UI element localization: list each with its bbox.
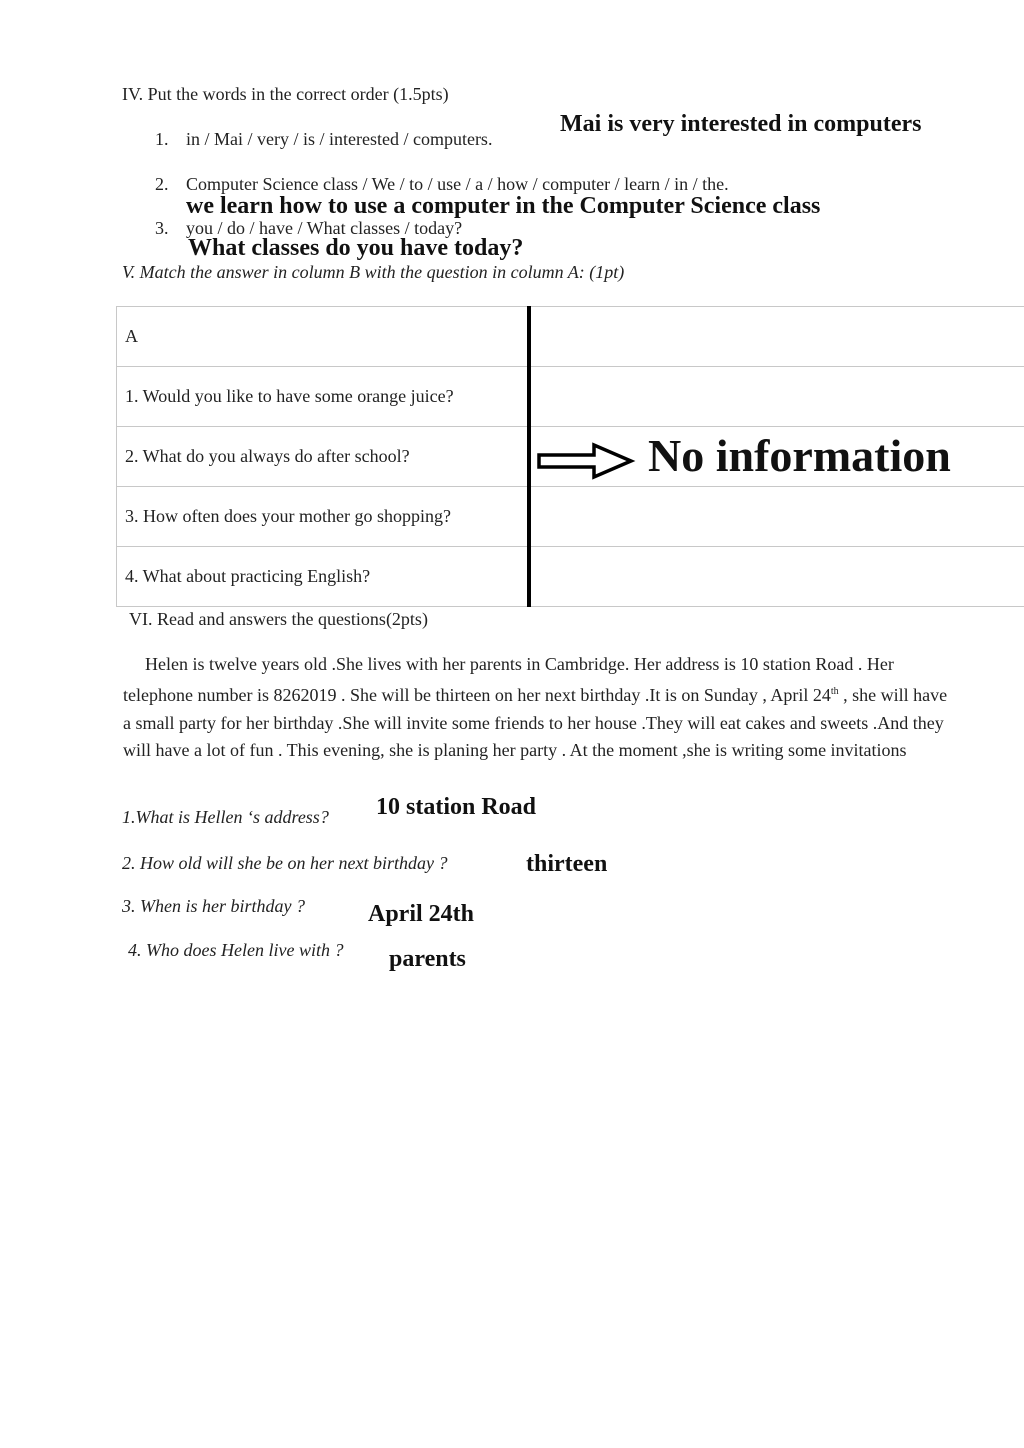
item-1-answer: Mai is very interested in computers [560, 111, 922, 137]
item-2-number: 2. [155, 174, 169, 194]
column-a-header: A [117, 307, 530, 367]
section-v-heading: V. Match the answer in column B with the question in column A: (1pt) [122, 262, 625, 282]
column-b-cell [529, 487, 1024, 547]
reading-answer-4: parents [389, 946, 466, 972]
item-3-answer: What classes do you have today? [188, 235, 524, 261]
item-2-prompt: Computer Science class / We / to / use / a / how / computer / learn / in / the. [186, 174, 729, 194]
reading-question-4: 4. Who does Helen live with ? [128, 940, 344, 960]
table-row [117, 487, 1024, 547]
arrow-right-icon [536, 442, 636, 480]
column-b-cell [529, 367, 1024, 427]
reading-passage [123, 651, 955, 765]
no-information-annotation: No information [648, 430, 951, 481]
table-row [117, 367, 1024, 427]
table-row [117, 547, 1024, 607]
item-1-number: 1. [155, 129, 169, 149]
passage-text-continued: , she will have a small party for her birthday .She will invite some friends to her house .They will eat cakes and sweets .And they will have a lot of fun . This evening, she is planing her party . At the moment ,she is writing some invitations [123, 685, 948, 761]
reading-answer-1: 10 station Road [376, 794, 537, 820]
column-b-cell [529, 547, 1024, 607]
question-cell: 1. Would you like to have some orange juice? [117, 367, 530, 427]
reading-question-3: 3. When is her birthday ? [122, 896, 305, 916]
section-vi-heading: VI. Read and answers the questions(2pts) [129, 609, 428, 629]
reading-answer-3: April 24th [368, 901, 475, 927]
column-b-cell [529, 307, 1024, 367]
reading-question-1: 1.What is Hellen ‘s address? [122, 807, 329, 827]
item-3-number: 3. [155, 218, 169, 238]
question-cell: 4. What about practicing English? [117, 547, 530, 607]
section-iv-heading: IV. Put the words in the correct order (1.5pts) [122, 84, 449, 104]
reading-answer-2: thirteen [526, 851, 608, 877]
table-row [117, 307, 1024, 367]
question-cell: 3. How often does your mother go shopping? [117, 487, 530, 547]
passage-text: Helen is twelve years old .She lives with her parents in Cambridge. Her address is 10 station Road . Her telephone number is 8262019 . She will be thirteen on her next birthday .It is on Sunday , April 24 [123, 654, 894, 706]
item-1-prompt: in / Mai / very / is / interested / computers. [186, 129, 493, 149]
question-cell: 2. What do you always do after school? [117, 427, 530, 487]
passage-superscript: th [830, 686, 839, 698]
item-3-prompt: you / do / have / What classes / today? [186, 218, 463, 238]
item-2-answer: we learn how to use a computer in the Computer Science class [186, 193, 821, 219]
reading-question-2: 2. How old will she be on her next birthday ? [122, 853, 448, 873]
